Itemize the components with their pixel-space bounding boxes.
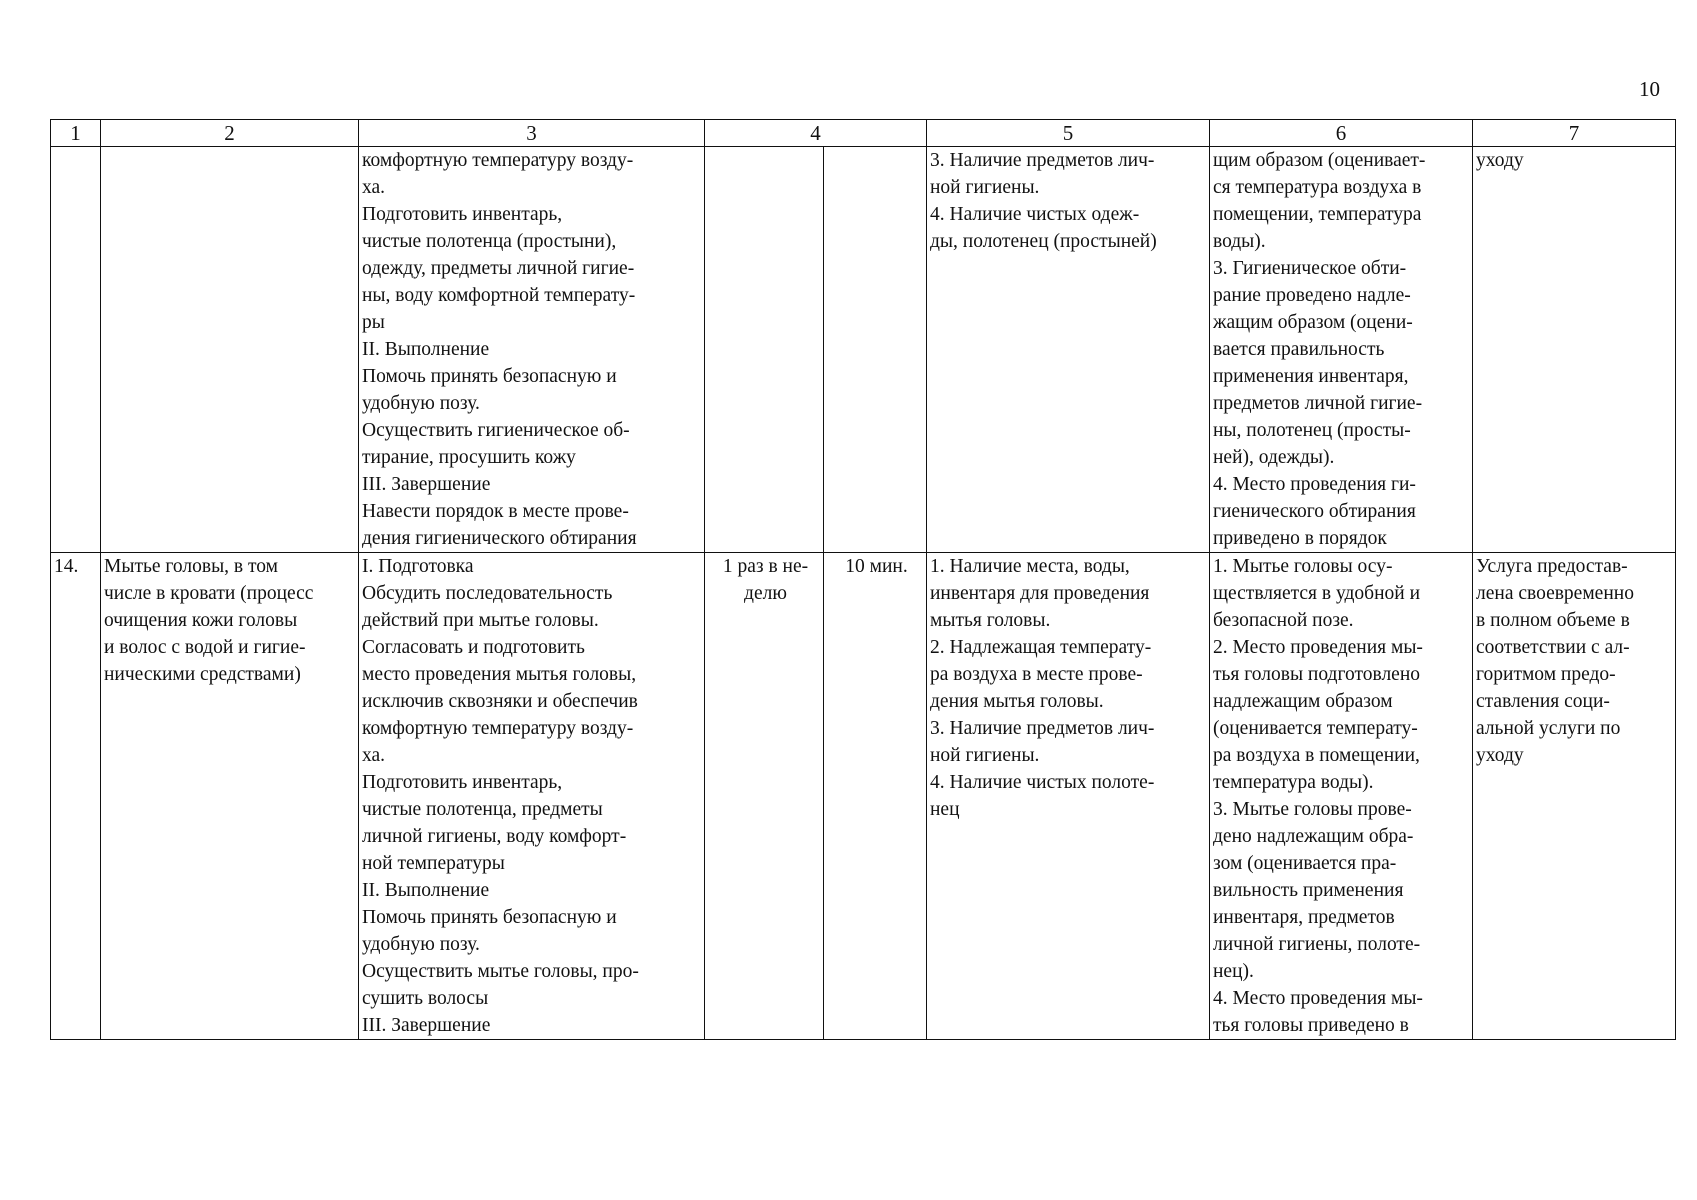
text-line: Мытье головы, в том xyxy=(104,556,278,577)
text-line: 3. Наличие предметов лич- xyxy=(930,718,1155,739)
text-line: Услуга предостав- xyxy=(1476,556,1628,577)
text-line: 3. Мытье головы прове- xyxy=(1213,799,1412,820)
text-line: нец xyxy=(930,799,960,820)
text-line: 3. Наличие предметов лич- xyxy=(930,150,1155,171)
text-line: ническими средствами) xyxy=(104,664,301,685)
text-line: ся температура воздуха в xyxy=(1213,177,1422,198)
text-line: ха. xyxy=(362,177,386,198)
text-line: III. Завершение xyxy=(362,474,491,495)
quality-indicators-cell xyxy=(1210,147,1473,553)
text-line: Обсудить последовательность xyxy=(362,583,613,604)
header-col-3: 3 xyxy=(359,120,705,147)
text-line: 2. Надлежащая температу- xyxy=(930,637,1152,658)
text-line: Осуществить мытье головы, про- xyxy=(362,961,639,982)
text-line: вильность применения xyxy=(1213,880,1404,901)
quality-indicators-cell xyxy=(1210,553,1473,1040)
text-line: уходу xyxy=(1476,150,1524,171)
row-number-cell xyxy=(51,147,101,553)
duration-cell xyxy=(824,147,927,553)
text-line: ры xyxy=(362,312,385,333)
result-cell xyxy=(1473,553,1676,1040)
text-line: место проведения мытья головы, xyxy=(362,664,637,685)
text-line: уходу xyxy=(1476,745,1524,766)
services-table xyxy=(50,119,1676,1040)
text-line: 4. Место проведения мы- xyxy=(1213,988,1423,1009)
text-line: ной гигиены. xyxy=(930,177,1040,198)
text-line: горитмом предо- xyxy=(1476,664,1616,685)
text-line: лена своевременно xyxy=(1476,583,1634,604)
text-line: соответствии с ал- xyxy=(1476,637,1630,658)
text-line: применения инвентаря, xyxy=(1213,366,1409,387)
text-line: Подготовить инвентарь, xyxy=(362,772,563,793)
text-line: тья головы приведено в xyxy=(1213,1015,1409,1036)
text-line: комфортную температуру возду- xyxy=(362,718,634,739)
text-line: дения мытья головы. xyxy=(930,691,1104,712)
text-line: Помочь принять безопасную и xyxy=(362,907,617,928)
text-line: ды, полотенец (простыней) xyxy=(930,231,1157,252)
text-line: III. Завершение xyxy=(362,1015,491,1036)
text-line: ней), одежды). xyxy=(1213,447,1335,468)
procedure-cell xyxy=(359,553,705,1040)
text-line: инвентаря для проведения xyxy=(930,583,1150,604)
text-line: чистые полотенца, предметы xyxy=(362,799,603,820)
text-line: ной гигиены. xyxy=(930,745,1040,766)
text-line: удобную позу. xyxy=(362,393,480,414)
text-line: Помочь принять безопасную и xyxy=(362,366,617,387)
header-col-2: 2 xyxy=(101,120,359,147)
text-line: ны, полотенец (просты- xyxy=(1213,420,1411,441)
text-line: ной температуры xyxy=(362,853,505,874)
page-number: 10 xyxy=(1639,77,1660,101)
procedure-cell xyxy=(359,147,705,553)
text-line: комфортную температуру возду- xyxy=(362,150,634,171)
text-line: I. Подготовка xyxy=(362,556,474,577)
text-line: личной гигиены, полоте- xyxy=(1213,934,1421,955)
text-line: чистые полотенца (простыни), xyxy=(362,231,617,252)
header-col-5: 5 xyxy=(927,120,1210,147)
text-line: инвентаря, предметов xyxy=(1213,907,1395,928)
result-cell xyxy=(1473,147,1676,553)
service-name-cell xyxy=(101,553,359,1040)
text-line: рание проведено надле- xyxy=(1213,285,1411,306)
service-name-cell xyxy=(101,147,359,553)
frequency-cell xyxy=(705,553,824,1040)
text-line: гиенического обтирания xyxy=(1213,501,1416,522)
text-line: исключив сквозняки и обеспечив xyxy=(362,691,638,712)
table-row xyxy=(51,553,1676,1040)
text-line: в полном объеме в xyxy=(1476,610,1630,631)
text-line: личной гигиены, воду комфорт- xyxy=(362,826,627,847)
text-line: дено надлежащим обра- xyxy=(1213,826,1414,847)
header-col-7: 7 xyxy=(1473,120,1676,147)
text-line: альной услуги по xyxy=(1476,718,1621,739)
row-number-cell: 14. xyxy=(51,553,101,1040)
text-line: щим образом (оценивает- xyxy=(1213,150,1426,171)
text-line: ра воздуха в помещении, xyxy=(1213,745,1420,766)
text-line: 4. Наличие чистых одеж- xyxy=(930,204,1140,225)
text-line: дения гигиенического обтирания xyxy=(362,528,637,549)
text-line: ществляется в удобной и xyxy=(1213,583,1421,604)
text-line: ра воздуха в месте прове- xyxy=(930,664,1143,685)
text-line: тирание, просушить кожу xyxy=(362,447,576,468)
text-line: 4. Наличие чистых полоте- xyxy=(930,772,1155,793)
text-line: действий при мытье головы. xyxy=(362,610,599,631)
text-line: (оценивается температу- xyxy=(1213,718,1418,739)
frequency-cell xyxy=(705,147,824,553)
text-line: Согласовать и подготовить xyxy=(362,637,585,658)
text-line: нец). xyxy=(1213,961,1254,982)
text-line: вается правильность xyxy=(1213,339,1385,360)
text-line: жащим образом (оцени- xyxy=(1213,312,1413,333)
text-line: температура воды). xyxy=(1213,772,1374,793)
header-col-6: 6 xyxy=(1210,120,1473,147)
text-line: 1. Наличие места, воды, xyxy=(930,556,1130,577)
text-line: 1. Мытье головы осу- xyxy=(1213,556,1393,577)
text-line: тья головы подготовлено xyxy=(1213,664,1421,685)
text-line: Осуществить гигиеническое об- xyxy=(362,420,630,441)
header-col-4: 4 xyxy=(705,120,927,147)
duration-cell xyxy=(824,553,927,1040)
text-line: очищения кожи головы xyxy=(104,610,298,631)
text-line: удобную позу. xyxy=(362,934,480,955)
text-line: надлежащим образом xyxy=(1213,691,1393,712)
text-line: ставления соци- xyxy=(1476,691,1610,712)
conditions-cell xyxy=(927,147,1210,553)
text-line: мытья головы. xyxy=(930,610,1051,631)
text-line: сушить волосы xyxy=(362,988,489,1009)
text-line: ны, воду комфортной температу- xyxy=(362,285,636,306)
text-line: II. Выполнение xyxy=(362,339,490,360)
text-line: 2. Место проведения мы- xyxy=(1213,637,1423,658)
text-line: воды). xyxy=(1213,231,1266,252)
text-line: помещении, температура xyxy=(1213,204,1422,225)
text-line: II. Выполнение xyxy=(362,880,490,901)
text-line: безопасной позе. xyxy=(1213,610,1354,631)
header-row xyxy=(51,120,1676,147)
text-line: 4. Место проведения ги- xyxy=(1213,474,1416,495)
text-line: числе в кровати (процесс xyxy=(104,583,314,604)
text-line: 3. Гигиеническое обти- xyxy=(1213,258,1407,279)
text-line: Навести порядок в месте прове- xyxy=(362,501,629,522)
text-line: и волос с водой и гигие- xyxy=(104,637,306,658)
text-line: предметов личной гигие- xyxy=(1213,393,1423,414)
text-line: зом (оценивается пра- xyxy=(1213,853,1397,874)
text-line: приведено в порядок xyxy=(1213,528,1387,549)
conditions-cell xyxy=(927,553,1210,1040)
text-line: Подготовить инвентарь, xyxy=(362,204,563,225)
table-row xyxy=(51,147,1676,553)
text-line: ха. xyxy=(362,745,386,766)
text-line: 10 мин. xyxy=(845,556,908,577)
text-line: делю xyxy=(744,583,787,604)
text-line: 1 раз в не- xyxy=(722,556,809,577)
header-col-1: 1 xyxy=(51,120,101,147)
text-line: одежду, предметы личной гигие- xyxy=(362,258,635,279)
